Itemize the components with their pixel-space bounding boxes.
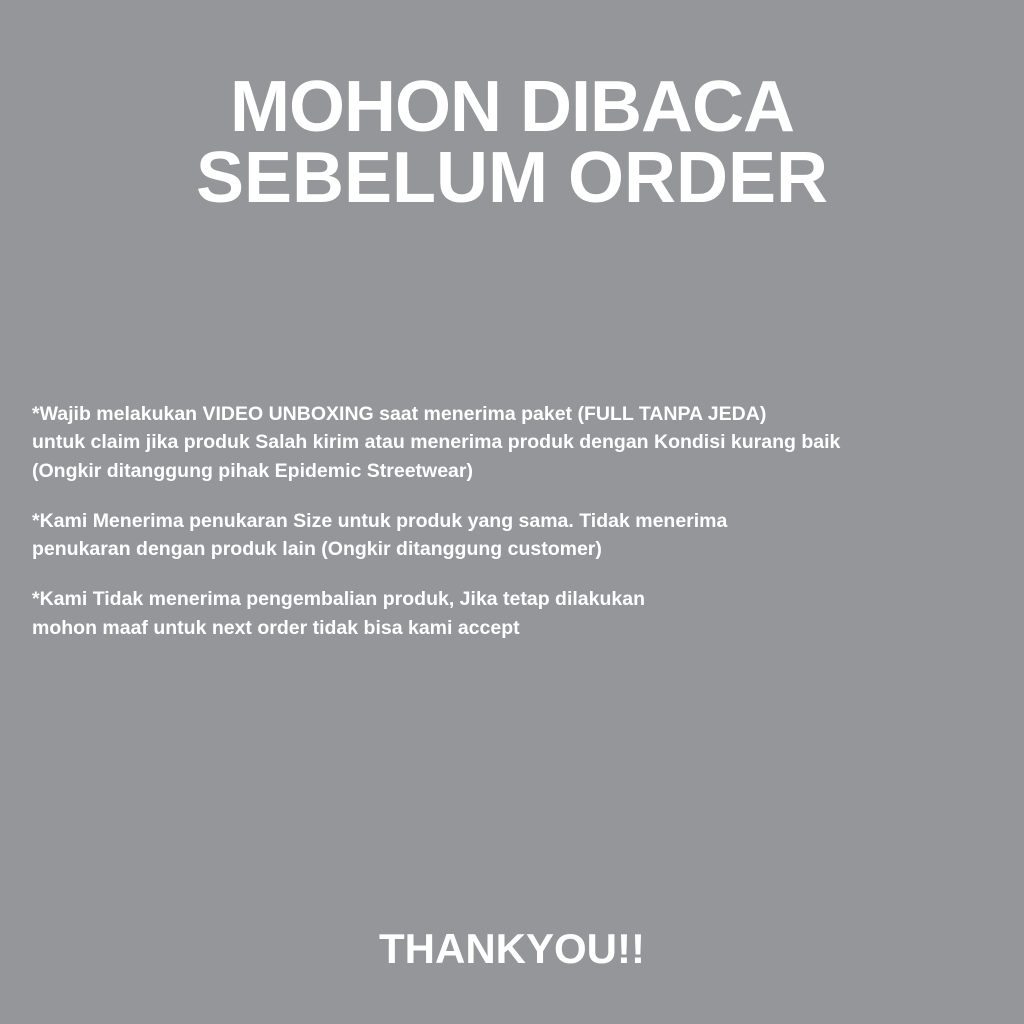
page-title xyxy=(0,67,1024,218)
page-title-line-1: MOHON DIBACA xyxy=(230,67,794,147)
note-1-line-2: untuk claim jika produk Salah kirim atau menerima produk dengan Kondisi kurang baik xyxy=(32,431,841,454)
note-item-1 xyxy=(32,400,1008,485)
note-3-line-2: mohon maaf untuk next order tidak bisa kami accept xyxy=(32,616,520,639)
page-title-line-2: SEBELUM ORDER xyxy=(195,137,829,218)
note-1-line-3: (Ongkir ditanggung pihak Epidemic Streetwear) xyxy=(32,459,473,482)
thankyou-text: THANKYOU!! xyxy=(379,925,645,972)
note-3-line-1: *Kami Tidak menerima pengembalian produk, Jika tetap dilakukan xyxy=(32,588,646,611)
notes-list xyxy=(32,400,1008,642)
note-2-line-2: penukaran dengan produk lain (Ongkir ditanggung customer) xyxy=(32,538,602,561)
note-item-2 xyxy=(32,507,1008,564)
note-item-3 xyxy=(32,585,1008,642)
note-2-line-1: *Kami Menerima penukaran Size untuk produk yang sama. Tidak menerima xyxy=(32,509,728,532)
note-1-line-1: *Wajib melakukan VIDEO UNBOXING saat menerima paket (FULL TANPA JEDA) xyxy=(32,403,767,425)
